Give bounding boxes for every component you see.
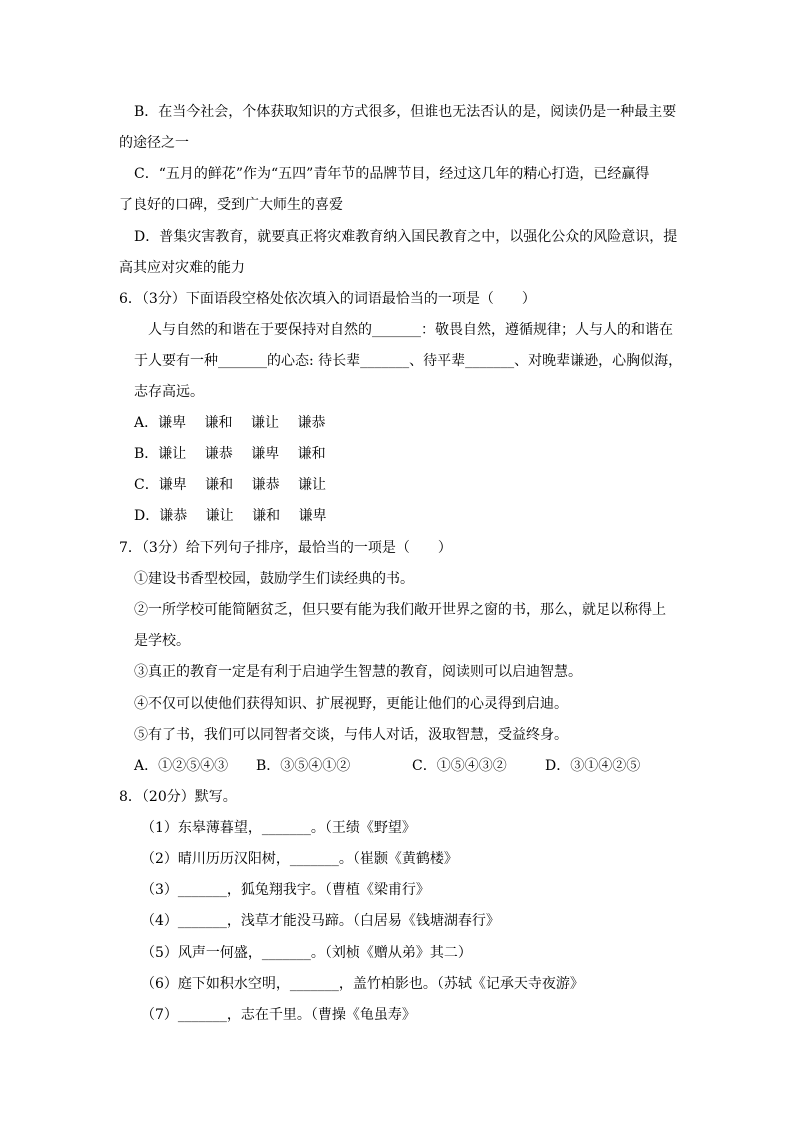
q5-option-c-line2: 了良好的口碑，受到广大师生的喜爱	[119, 197, 343, 213]
q7-sentence-5: ⑤有了书，我们可以同智者交谈，与伟人对话，汲取智慧，受益终身。	[134, 727, 568, 743]
q7-sentence-4: ④不仅可以使他们获得知识、扩展视野，更能让他们的心灵得到启迪。	[134, 696, 568, 712]
q6-option-a: A．谦卑 谦和 谦让 谦恭	[134, 415, 326, 431]
q5-option-d-line1: D．普集灾害教育，就要真正将灾难教育纳入国民教育之中，以强化公众的风险意识，提	[134, 229, 678, 245]
q6-option-c: C．谦卑 谦和 谦恭 谦让	[134, 477, 327, 493]
q8-item-2: （2）晴川历历汉阳树，_______。（崔颢《黄鹤楼》	[141, 851, 458, 867]
q7-option-b: B．③⑤④①②	[256, 758, 351, 774]
q7-option-c: C．①⑤④③②	[412, 758, 507, 774]
q7-sentence-1: ①建设书香型校园，鼓励学生们读经典的书。	[134, 571, 414, 587]
q7-sentence-3: ③真正的教育一定是有利于启迪学生智慧的教育，阅读则可以启迪智慧。	[134, 664, 582, 680]
q8-item-6: （6）庭下如积水空明，_______，盖竹柏影也。（苏轼《记承天寺夜游》	[141, 976, 584, 992]
q8-item-7: （7）_______，志在千里。（曹操《龟虽寿》	[141, 1007, 416, 1023]
q8-item-5: （5）风声一何盛，_______。（刘桢《赠从弟》其二）	[141, 945, 472, 961]
q7-stem: 7．（3分）给下列句子排序，最恰当的一项是（ ）	[119, 540, 452, 556]
q6-passage-line3: 志存高远。	[134, 384, 204, 400]
q6-passage-line1: 人与自然的和谐在于要保持对自然的_______：敬畏自然，遵循规律；人与人的和谐在	[148, 322, 673, 338]
q6-passage-line2: 于人要有一种_______的心态: 待长辈_______、待平辈_______、对晚辈谦逊，心胸似海，	[134, 353, 683, 369]
q8-stem: 8．（20分）默写。	[119, 789, 237, 805]
q7-sentence-2-line1: ②一所学校可能简陋贫乏，但只要有能为我们敞开世界之窗的书，那么，就足以称得上	[134, 602, 666, 618]
q5-option-b-line1: B．在当今社会，个体获取知识的方式很多，但谁也无法否认的是，阅读仍是一种最主要	[134, 104, 677, 120]
q7-option-d: D．③①④②⑤	[545, 758, 641, 774]
q8-item-3: （3）_______，狐兔翔我宇。（曹植《梁甫行》	[141, 882, 430, 898]
q7-option-a: A．①②⑤④③	[134, 758, 229, 774]
q5-option-d-line2: 高其应对灾难的能力	[119, 260, 245, 276]
q6-stem: 6．（3分）下面语段空格处依次填入的词语最恰当的一项是（ ）	[119, 291, 536, 307]
q5-option-c-line1: C．“五月的鲜花”作为“五四”青年节的品牌节目，经过这几年的精心打造，已经赢得	[134, 166, 650, 182]
q6-option-d: D．谦恭 谦让 谦和 谦卑	[134, 508, 327, 524]
q8-item-4: （4）_______，浅草才能没马蹄。（白居易《钱塘湖春行》	[141, 913, 500, 929]
q7-sentence-2-line2: 是学校。	[134, 633, 190, 649]
q8-item-1: （1）东皋薄暮望，_______。（王绩《野望》	[141, 820, 416, 836]
q6-option-b: B．谦让 谦恭 谦卑 谦和	[134, 446, 326, 462]
q5-option-b-line2: 的途径之一	[119, 135, 189, 151]
